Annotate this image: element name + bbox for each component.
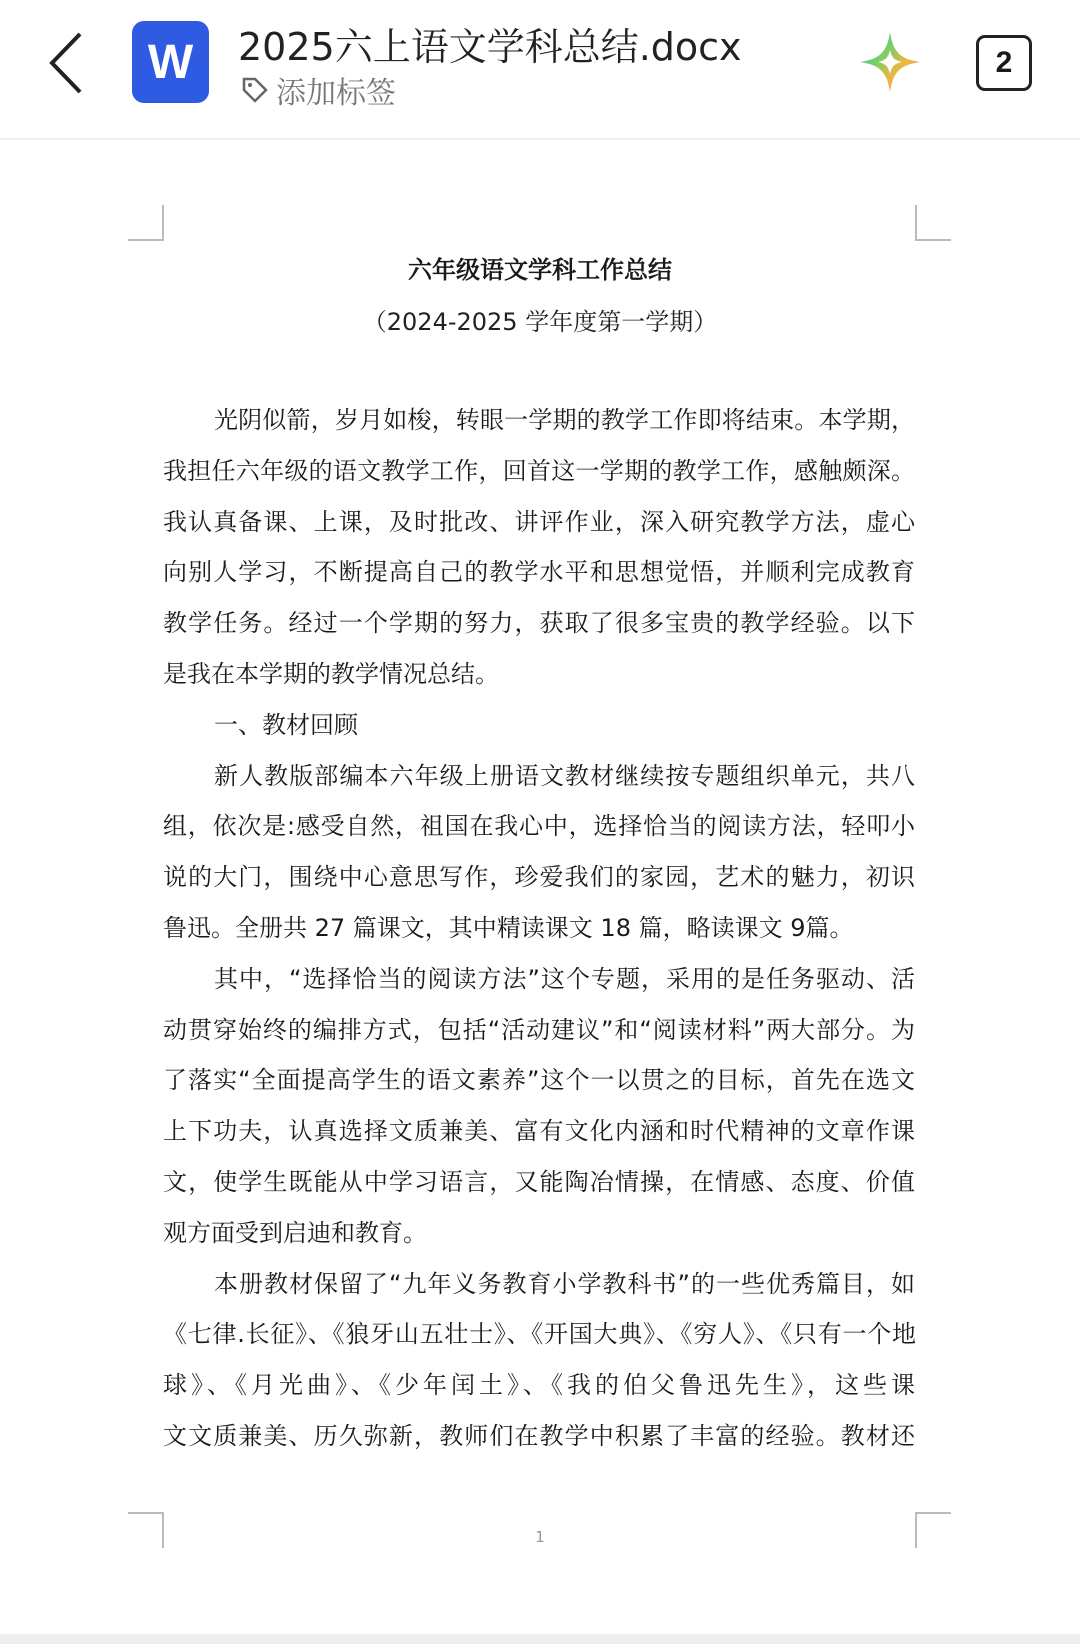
document-title: 六年级语文学科工作总结 <box>408 256 672 284</box>
file-title: 2025六上语文学科总结.docx <box>238 25 742 69</box>
text-line: 球》、《月光曲》、《少年闰土》、《我的伯父鲁迅先生》，这些课 <box>163 1371 915 1400</box>
tag-icon <box>240 75 270 105</box>
back-arrow-icon[interactable] <box>44 30 94 96</box>
word-app-icon: W <box>132 21 209 103</box>
text-line: 其中，“选择恰当的阅读方法”这个专题，采用的是任务驱动、活 <box>214 964 915 993</box>
text-line: 本册教材保留了“九年义务教育小学教科书”的一些优秀篇目，如 <box>214 1269 915 1298</box>
text-line: 动贯穿始终的编排方式，包括“活动建议”和“阅读材料”两大部分。为 <box>163 1015 915 1044</box>
text-line: 我认真备课、上课，及时批改、讲评作业，深入研究教学方法，虚心 <box>163 507 915 536</box>
text-line: 文文质兼美、历久弥新，教师们在教学中积累了丰富的经验。教材还 <box>163 1421 915 1450</box>
text-line: 组，依次是:感受自然，祖国在我心中，选择恰当的阅读方法，轻叩小 <box>163 812 915 841</box>
text-line: 新人教版部编本六年级上册语文教材继续按专题组织单元，共八 <box>214 761 915 790</box>
text-line: 教学任务。经过一个学期的努力，获取了很多宝贵的教学经验。以下 <box>163 609 915 638</box>
text-line: 《七律.长征》、《狼牙山五壮士》、《开国大典》、《穷人》、《只有一个地 <box>163 1320 915 1349</box>
document-subtitle: （2024-2025 学年度第一学期） <box>362 308 718 336</box>
ai-assistant-icon[interactable] <box>858 30 922 94</box>
window-count-button[interactable]: 2 <box>976 35 1032 91</box>
section-heading: 一、教材回顾 <box>214 710 358 739</box>
text-line: 说的大门，围绕中心意思写作，珍爱我们的家园，艺术的魅力，初识 <box>163 863 915 892</box>
text-line: 观方面受到启迪和教育。 <box>163 1218 427 1247</box>
text-line: 上下功夫，认真选择文质兼美、富有文化内涵和时代精神的文章作课 <box>163 1117 915 1146</box>
text-line: 了落实“全面提高学生的语文素养”这个一以贯之的目标，首先在选文 <box>163 1066 915 1095</box>
add-tag-button[interactable] <box>240 68 396 112</box>
bottom-bar <box>0 1634 1080 1644</box>
page-corner-mark <box>128 205 164 241</box>
page-number: 1 <box>535 1528 545 1546</box>
text-line: 文，使学生既能从中学习语言，又能陶冶情操，在情感、态度、价值 <box>163 1167 915 1196</box>
text-line: 我担任六年级的语文教学工作，回首这一学期的教学工作，感触颇深。 <box>163 456 915 485</box>
add-tag-label: 添加标签 <box>276 76 396 111</box>
text-line: 向别人学习，不断提高自己的教学水平和思想觉悟，并顺利完成教育 <box>163 558 915 587</box>
text-line: 光阴似箭，岁月如梭，转眼一学期的教学工作即将结束。本学期， <box>214 406 915 434</box>
text-line: 是我在本学期的教学情况总结。 <box>163 659 499 688</box>
page-corner-mark <box>915 205 951 241</box>
top-bar <box>0 0 1080 140</box>
text-line: 鲁迅。全册共 27 篇课文，其中精读课文 18 篇，略读课文 9篇。 <box>163 913 854 942</box>
document-body <box>163 404 915 1471</box>
